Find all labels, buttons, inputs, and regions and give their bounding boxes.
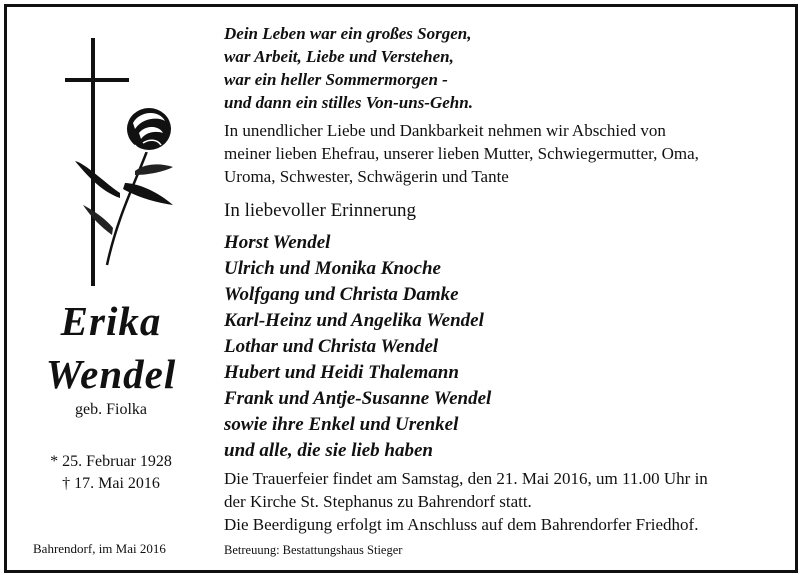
poem-line: und dann ein stilles Von-uns-Gehn. [224, 93, 473, 112]
birth-date: * 25. Februar 1928 [50, 453, 172, 470]
funeral-line: Die Trauerfeier findet am Samstag, den 21. Mai 2016, um 11.00 Uhr in [224, 469, 708, 488]
mourners-list [224, 230, 491, 464]
poem-line: war ein heller Sommermorgen - [224, 70, 448, 89]
cross-horizontal-beam [65, 78, 129, 82]
farewell-line: Uroma, Schwester, Schwägerin und Tante [224, 167, 509, 186]
mourner-entry: Lothar und Christa Wendel [224, 336, 439, 357]
deceased-last-name: Wendel [45, 351, 177, 397]
mourner-entry: sowie ihre Enkel und Urenkel [224, 414, 459, 435]
obituary-notice [4, 4, 798, 573]
cross-with-rose-icon [65, 33, 185, 287]
mourner-entry: Ulrich und Monika Knoche [224, 258, 441, 279]
maiden-name: geb. Fiolka [75, 401, 147, 418]
death-date: † 17. Mai 2016 [62, 475, 160, 492]
poem-line: war Arbeit, Liebe und Verstehen, [224, 47, 454, 66]
farewell-line: In unendlicher Liebe und Dankbarkeit nehmen wir Abschied von [224, 121, 666, 140]
life-dates [7, 451, 215, 495]
mourner-entry: Frank und Antje-Susanne Wendel [224, 388, 492, 409]
cross-vertical-beam [91, 38, 95, 286]
poem-line: Dein Leben war ein großes Sorgen, [224, 24, 472, 43]
farewell-text [224, 119, 699, 188]
left-column [7, 7, 215, 570]
place-and-date: Bahrendorf, im Mai 2016 [33, 541, 166, 556]
mourner-entry: Horst Wendel [224, 232, 331, 253]
poem [224, 22, 473, 114]
deceased-first-name: Erika [60, 298, 162, 344]
mourner-entry: Wolfgang und Christa Damke [224, 284, 459, 305]
funeral-details [224, 467, 708, 536]
funeral-line: Die Beerdigung erfolgt im Anschluss auf dem Bahrendorfer Friedhof. [224, 515, 699, 534]
undertaker-credit: Betreuung: Bestattungshaus Stieger [224, 543, 403, 557]
memory-heading: In liebevoller Erinnerung [224, 200, 417, 221]
funeral-line: der Kirche St. Stephanus zu Bahrendorf statt. [224, 492, 532, 511]
mourner-entry: Hubert und Heidi Thalemann [224, 362, 459, 383]
mourner-entry: und alle, die sie lieb haben [224, 440, 433, 461]
mourner-entry: Karl-Heinz und Angelika Wendel [224, 310, 484, 331]
farewell-line: meiner lieben Ehefrau, unserer lieben Mutter, Schwiegermutter, Oma, [224, 144, 699, 163]
